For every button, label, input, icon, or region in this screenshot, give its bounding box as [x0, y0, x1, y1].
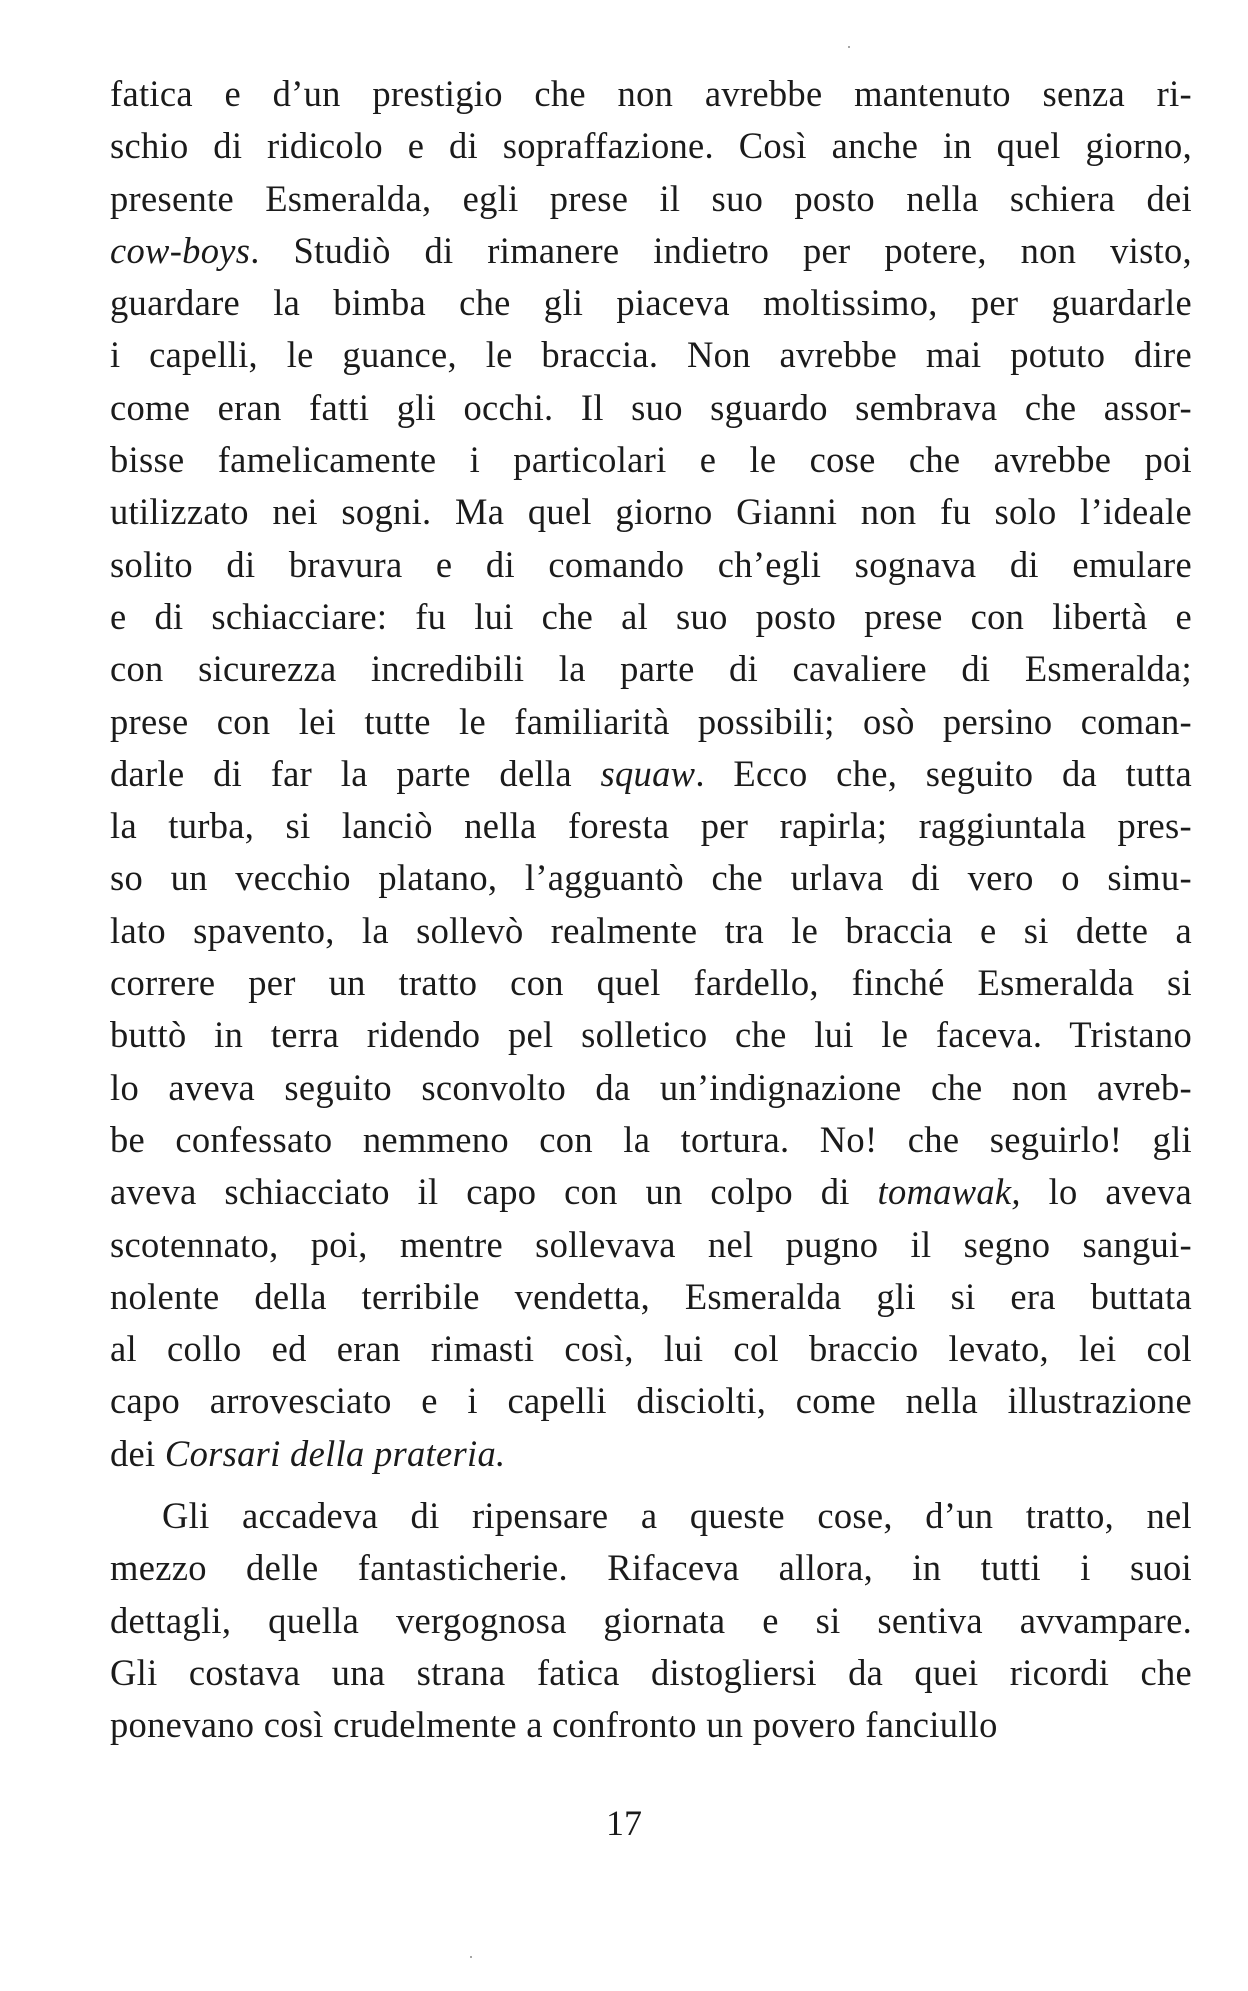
text-line	[110, 1219, 1192, 1271]
text-segment: dettagli, quella vergognosa giornata e si sentiva avvampare.	[110, 1599, 1192, 1641]
text-segment: lo aveva seguito sconvolto da un’indignazione che non avreb-	[110, 1066, 1192, 1108]
text-line	[110, 696, 1192, 748]
text-segment: so un vecchio platano, l’agguantò che urlava di vero o simu-	[110, 857, 1192, 899]
text-line	[110, 1699, 1192, 1751]
text-line	[110, 1166, 1192, 1218]
text-segment: presente Esmeralda, egli prese il suo posto nella schiera dei	[110, 177, 1192, 219]
text-segment: utilizzato nei sogni. Ma quel giorno Gianni non fu solo l’ideale	[110, 491, 1192, 533]
text-segment: be confessato nemmeno con la tortura. No! che seguirlo! gli	[110, 1118, 1192, 1160]
text-segment: guardare la bimba che gli piaceva moltissimo, per guardarle	[110, 282, 1192, 324]
text-segment: dei	[110, 1432, 165, 1474]
text-segment: lo aveva	[1020, 1171, 1192, 1213]
scan-speck	[470, 1956, 472, 1958]
text-line	[110, 1271, 1192, 1323]
body-text	[110, 68, 1192, 1752]
text-segment: schio di ridicolo e di sopraffazione. Così anche in quel giorno,	[110, 125, 1192, 167]
text-line	[110, 1323, 1192, 1375]
text-segment: scotennato, poi, mentre sollevava nel pugno il segno sangui-	[110, 1223, 1192, 1265]
text-segment: Gli costava una strana fatica distogliersi da quei ricordi che	[110, 1651, 1192, 1693]
text-segment: fatica e d’un prestigio che non avrebbe mantenuto senza ri-	[110, 73, 1192, 114]
text-line	[110, 748, 1192, 800]
text-line	[110, 1114, 1192, 1166]
text-line	[110, 120, 1192, 172]
paragraph-2	[110, 1490, 1192, 1751]
text-segment: aveva schiacciato il capo con un colpo di	[110, 1171, 878, 1213]
text-segment: solito di bravura e di comando ch’egli sognava di emulare	[110, 543, 1192, 585]
text-segment: correre per un tratto con quel fardello, finché Esmeralda si	[110, 962, 1192, 1004]
text-line	[110, 329, 1192, 381]
italic-text: squaw	[600, 752, 696, 794]
text-segment: la turba, si lanciò nella foresta per rapirla; raggiuntala pres-	[110, 805, 1192, 847]
text-segment: . Ecco che, seguito da tutta	[695, 752, 1192, 794]
text-line	[110, 852, 1192, 904]
text-line	[110, 486, 1192, 538]
text-line	[110, 1009, 1192, 1061]
italic-text: Corsari della prateria.	[164, 1432, 506, 1474]
text-segment: al collo ed eran rimasti così, lui col braccio levato, lei col	[110, 1328, 1192, 1370]
text-line	[110, 434, 1192, 486]
text-line	[110, 800, 1192, 852]
text-segment: e di schiacciare: fu lui che al suo posto prese con libertà e	[110, 595, 1192, 637]
text-line	[110, 1490, 1192, 1542]
text-line	[110, 957, 1192, 1009]
page-number: 17	[606, 1803, 642, 1843]
text-line	[110, 382, 1192, 434]
text-line	[110, 1062, 1192, 1114]
text-segment: prese con lei tutte le familiarità possibili; osò persino coman-	[110, 700, 1192, 742]
text-segment: ponevano così crudelmente a confronto un povero fanciullo	[110, 1704, 998, 1746]
text-segment: Gli accadeva di ripensare a queste cose, d’un tratto, nel	[162, 1495, 1192, 1537]
text-segment: bisse famelicamente i particolari e le cose che avrebbe poi	[110, 439, 1192, 481]
text-line	[110, 905, 1192, 957]
text-line	[110, 225, 1192, 277]
text-segment: come eran fatti gli occhi. Il suo sguardo sembrava che assor-	[110, 386, 1192, 428]
paragraph-gap	[110, 1480, 1192, 1490]
text-segment: buttò in terra ridendo pel solletico che lui le faceva. Tristano	[110, 1014, 1192, 1056]
text-segment: . Studiò di rimanere indietro per potere, non visto,	[250, 229, 1192, 271]
text-line	[110, 643, 1192, 695]
text-segment: darle di far la parte della	[110, 752, 601, 794]
text-line	[110, 591, 1192, 643]
text-segment: mezzo delle fantasticherie. Rifaceva allora, in tutti i suoi	[110, 1547, 1192, 1589]
text-segment: i capelli, le guance, le braccia. Non avrebbe mai potuto dire	[110, 334, 1192, 376]
text-line	[110, 173, 1192, 225]
text-line	[110, 1647, 1192, 1699]
text-line	[110, 1595, 1192, 1647]
text-line	[110, 1428, 1192, 1480]
text-line	[110, 277, 1192, 329]
text-line	[110, 539, 1192, 591]
text-line	[110, 1542, 1192, 1594]
text-segment: nolente della terribile vendetta, Esmeralda gli si era buttata	[110, 1275, 1192, 1317]
paragraph-1	[110, 68, 1192, 1480]
text-segment: con sicurezza incredibili la parte di cavaliere di Esmeralda;	[110, 648, 1192, 690]
italic-text: tomawak,	[877, 1171, 1021, 1213]
scan-speck	[848, 46, 850, 48]
text-line	[110, 1375, 1192, 1427]
text-segment: lato spavento, la sollevò realmente tra le braccia e si dette a	[110, 909, 1192, 951]
italic-text: cow-boys	[110, 229, 251, 271]
text-segment: capo arrovesciato e i capelli disciolti, come nella illustrazione	[110, 1380, 1192, 1422]
text-line	[110, 68, 1192, 120]
